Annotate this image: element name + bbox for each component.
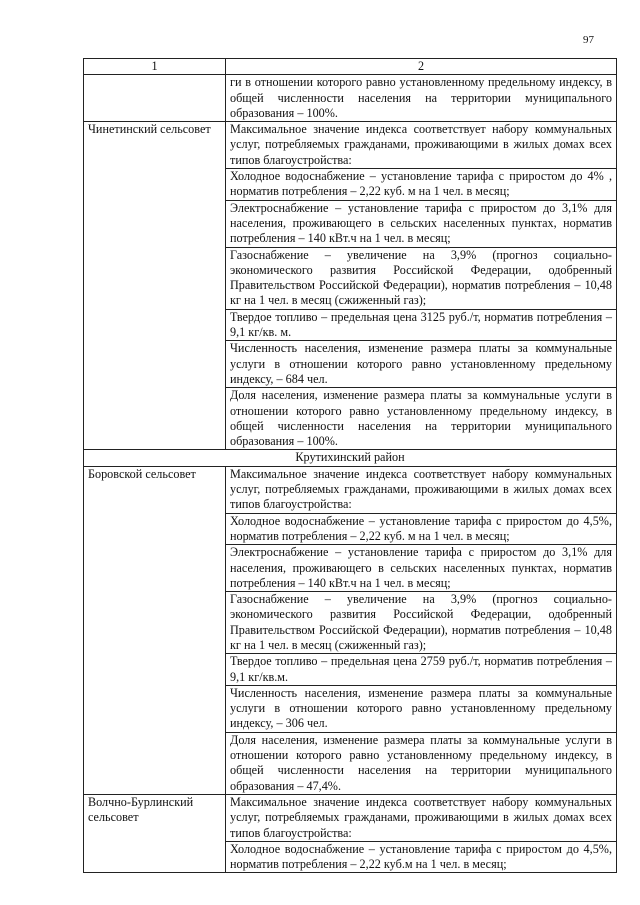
paragraph: Газоснабжение – увеличение на 3,9% (прогноз социально-экономического развития Российской Федерации, одобренный Правительством Российской Федерации), норматив потребления – 10,48 кг на 1 чел. в месяц (сжиженный газ); <box>226 591 616 653</box>
paragraph: Максимальное значение индекса соответствует набору коммунальных услуг, потребляемых гражданами, проживающими в жилых домах всех типов благоустройства: <box>230 466 612 512</box>
paragraph: Твердое топливо – предельная цена 2759 руб./т, норматив потребления – 9,1 кг/кв.м. <box>226 653 616 685</box>
column-1-header: 1 <box>84 59 226 75</box>
table-row <box>84 122 617 450</box>
indicator-text <box>226 794 617 872</box>
municipality-name <box>84 75 226 122</box>
paragraph: Газоснабжение – увеличение на 3,9% (прогноз социально-экономического развития Российской Федерации, одобренный Правительством Российской Федерации), норматив потребления – 10,48 кг на 1 чел. в месяц (сжиженный газ); <box>226 247 616 309</box>
paragraph: Максимальное значение индекса соответствует набору коммунальных услуг, потребляемых гражданами, проживающими в жилых домах всех типов благоустройства: <box>230 794 612 840</box>
paragraph: Численность населения, изменение размера платы за коммунальные услуги в отношении которого равно установленному предельному индексу, – 306 чел. <box>226 685 616 732</box>
paragraph: Численность населения, изменение размера платы за коммунальные услуги в отношении которого равно установленному предельному индексу, – 684 чел. <box>226 340 616 387</box>
paragraph: Холодное водоснабжение – установление тарифа с приростом до 4,5%, норматив потребления – 2,22 куб. м на 1 чел. в месяц; <box>226 513 616 545</box>
indicator-text <box>226 75 617 122</box>
indicator-text <box>226 466 617 794</box>
tariff-table <box>83 58 617 873</box>
column-2-header: 2 <box>226 59 617 75</box>
table-row <box>84 794 617 872</box>
page-number: 97 <box>583 34 594 46</box>
paragraph: Доля населения, изменение размера платы за коммунальные услуги в отношении которого равно установленному предельному индексу, в общей численности населения на территории муниципального образования – 100%. <box>226 387 616 449</box>
indicator-text <box>226 122 617 450</box>
paragraph: Холодное водоснабжение – установление тарифа с приростом до 4,5%, норматив потребления – 2,22 куб.м на 1 чел. в месяц; <box>226 841 616 873</box>
district-title: Крутихинский район <box>84 450 617 466</box>
table-header-row <box>84 59 617 75</box>
paragraph: Холодное водоснабжение – установление тарифа с приростом до 4% , норматив потребления – 2,22 куб. м на 1 чел. в месяц; <box>226 168 616 200</box>
table-row <box>84 75 617 122</box>
paragraph: Твердое топливо – предельная цена 3125 руб./т, норматив потребления – 9,1 кг/кв. м. <box>226 309 616 341</box>
paragraph: ги в отношении которого равно установленному предельному индексу, в общей численности населения на территории муниципального образования – 100%. <box>230 75 612 120</box>
paragraph: Электроснабжение – установление тарифа с приростом до 3,1% для населения, проживающего в сельских населенных пунктах, норматив потребления – 140 кВт.ч на 1 чел. в месяц; <box>226 200 616 247</box>
paragraph: Доля населения, изменение размера платы за коммунальные услуги в отношении которого равно установленному предельному индексу, в общей численности населения на территории муниципального образования – 47,4%. <box>226 732 616 794</box>
paragraph: Электроснабжение – установление тарифа с приростом до 3,1% для населения, проживающего в сельских населенных пунктах, норматив потребления – 140 кВт.ч на 1 чел. в месяц; <box>226 544 616 591</box>
municipality-name: Чинетинский сельсовет <box>84 122 226 450</box>
table-row <box>84 466 617 794</box>
municipality-name: Волчно-Бурлинский сельсовет <box>84 794 226 872</box>
paragraph: Максимальное значение индекса соответствует набору коммунальных услуг, потребляемых гражданами, проживающими в жилых домах всех типов благоустройства: <box>230 122 612 167</box>
section-row <box>84 450 617 466</box>
municipality-name: Боровской сельсовет <box>84 466 226 794</box>
